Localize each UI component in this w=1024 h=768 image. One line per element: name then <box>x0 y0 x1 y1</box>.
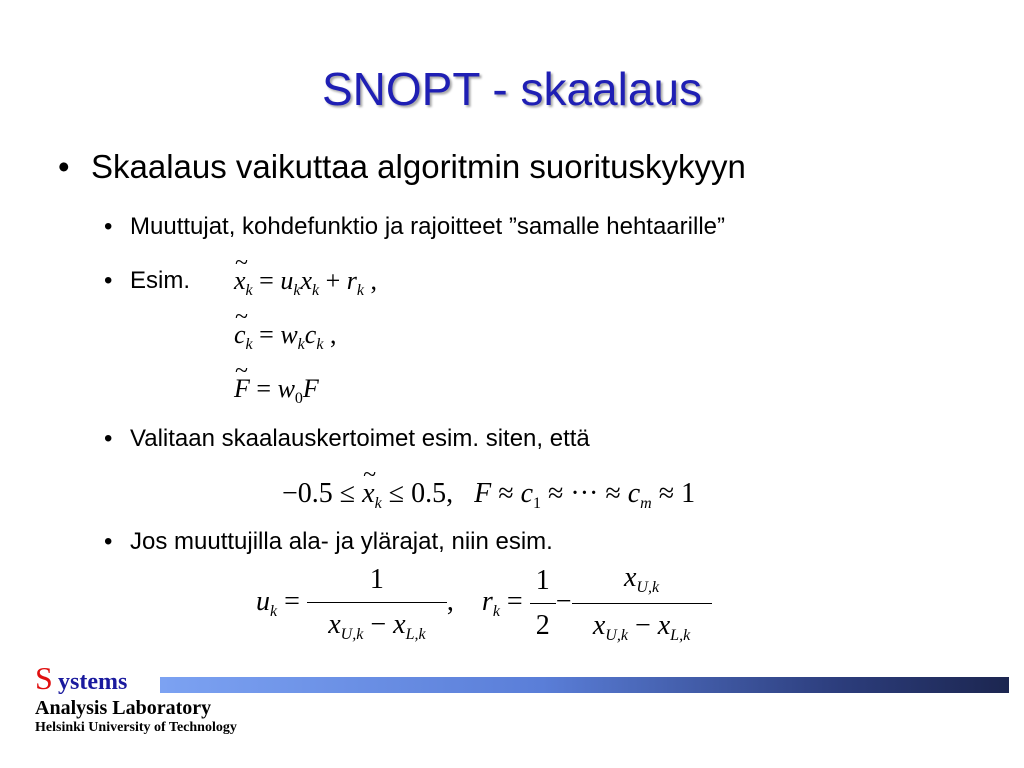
footer-university: Helsinki University of Technology <box>35 720 237 735</box>
bullet-text: Jos muuttujilla ala- ja ylärajat, niin esim. <box>130 528 553 555</box>
equation-u-r-bounds: $u_k$ = $\frac{1}{x_{U,k} - x_{L,k}}$ , $r_k$ = $\frac{1}{2}$ − $\frac{x_{U,k}}{x_{U,k} - x_{L,k}}$ <box>256 562 712 645</box>
bullet-icon: • <box>104 425 113 452</box>
bullet-text: Valitaan skaalauskertoimet esim. siten, että <box>130 425 590 452</box>
bullet-icon: • <box>104 213 113 240</box>
bullet-text: Esim. <box>130 267 190 294</box>
logo-s-letter: S <box>35 660 53 696</box>
bullet-text: Muuttujat, kohdefunktio ja rajoitteet ”samalle hehtaarille” <box>130 213 725 240</box>
bullet-text: Skaalaus vaikuttaa algoritmin suorituskykyyn <box>91 148 746 185</box>
bullet-icon: • <box>104 267 113 294</box>
footer-gradient-bar <box>160 677 1009 693</box>
equation-f-scaling: ~ $F = w_0F$ <box>234 374 319 408</box>
footer-lab-name: Analysis Laboratory <box>35 697 212 719</box>
logo-ystems: ystems <box>58 669 128 695</box>
bullet-icon: • <box>104 528 113 555</box>
equation-bounds: −0.5 ≤ ~ $x_k \le 0.5$, $F \approx c_1$ ≈ ··· ≈ $c_m \approx 1$ <box>282 478 695 513</box>
slide-title: SNOPT - skaalaus <box>321 63 703 115</box>
bullet-icon: • <box>58 148 70 185</box>
equation-c-scaling: ~ $c_k = w_kc_k$ , <box>234 320 336 354</box>
equation-x-scaling: ~ $x_k = u_kx_k + r_k$ , <box>234 266 377 300</box>
